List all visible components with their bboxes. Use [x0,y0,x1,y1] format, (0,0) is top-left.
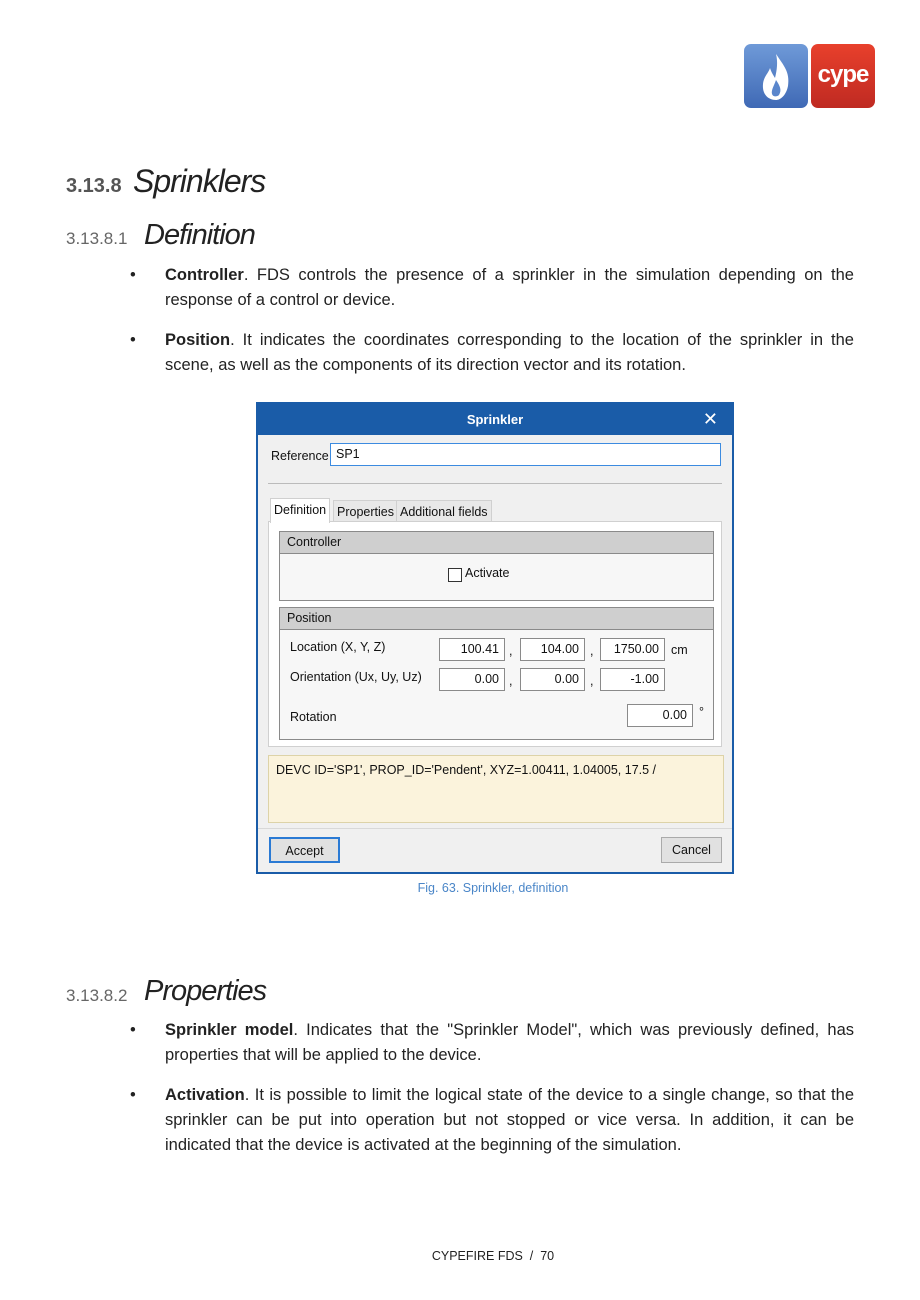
reference-label: Reference [271,449,329,463]
orientation-uy-input[interactable]: 0.00 [520,668,585,691]
location-x-input[interactable]: 100.41 [439,638,505,661]
orientation-uz-input[interactable]: -1.00 [600,668,665,691]
description: . FDS controls the presence of a sprinkler in the simulation depending on the response of a control or device. [165,266,854,309]
sprinkler-dialog [256,402,734,874]
activate-checkbox[interactable] [448,568,462,582]
list-item: • Activation. It is possible to limit the logical state of the device to a single change, so that the sprinkler can be put into operation but not stopped or vice versa. In addition, it can be indicated that the device is activated at the beginning of the simulation. [130,1086,854,1154]
description: . It is possible to limit the logical state of the device to a single change, so that the sprinkler can be put into operation but not stopped or vice versa. In addition, it can be indicated that the device is activated at the beginning of the simulation. [165,1086,854,1154]
controller-header: Controller [280,532,713,554]
fire-logo-icon [744,44,808,108]
list-item: • Position. It indicates the coordinates corresponding to the location of the sprinkler in the scene, as well as the components of its direction vector and its rotation. [130,331,854,374]
degree-unit: ° [699,705,704,719]
term: Activation [165,1086,245,1104]
dialog-title: Sprinkler [258,404,732,435]
tab-panel [268,521,722,747]
separator: , [509,674,513,688]
separator: , [590,674,594,688]
orientation-ux-input[interactable]: 0.00 [439,668,505,691]
description: . It indicates the coordinates corresponding to the location of the sprinkler in the scene, as well as the components of its direction vector and its rotation. [165,331,854,374]
page-number: 70 [540,1249,555,1263]
cype-logo: cype [811,44,875,108]
cancel-button[interactable]: Cancel [661,837,722,863]
separator: , [509,644,513,658]
separator: , [590,644,594,658]
footer-separator: / [529,1249,534,1263]
page-footer [0,1249,920,1263]
orientation-label: Orientation (Ux, Uy, Uz) [290,670,422,684]
list-item: • Controller. FDS controls the presence of a sprinkler in the simulation depending on the response of a control or device. [130,266,854,309]
reference-input[interactable]: SP1 [330,443,721,466]
term: Sprinkler model [165,1021,294,1039]
position-header: Position [280,608,713,630]
footer-product: CYPEFIRE FDS [431,1249,523,1263]
position-group [279,607,714,740]
subsection-title: Definition [144,219,255,251]
subsection-title: Properties [144,975,267,1007]
subsection-number: 3.13.8.1 [66,229,128,248]
accept-button[interactable]: Accept [269,837,340,863]
divider [258,828,732,829]
location-z-input[interactable]: 1750.00 [600,638,665,661]
close-icon[interactable]: ✕ [702,409,718,429]
list-item: • Sprinkler model. Indicates that the "Sprinkler Model", which was previously defined, has properties that will be applied to the device. [130,1021,854,1064]
section-number: 3.13.8 [66,175,122,197]
term: Controller [165,266,244,284]
rotation-label: Rotation [290,710,337,724]
tab-additional-fields[interactable]: Additional fields [396,500,492,522]
figure-caption: Fig. 63. Sprinkler, definition [417,881,569,895]
tab-properties[interactable]: Properties [333,500,398,522]
fds-preview: DEVC ID='SP1', PROP_ID='Pendent', XYZ=1.00411, 1.04005, 17.5 / [268,755,724,823]
subsection-number: 3.13.8.2 [66,986,128,1005]
location-y-input[interactable]: 104.00 [520,638,585,661]
tab-definition[interactable]: Definition [270,498,330,523]
description: . Indicates that the "Sprinkler Model", which was previously defined, has properties that will be applied to the device. [165,1021,854,1064]
rotation-input[interactable]: 0.00 [627,704,693,727]
controller-group [279,531,714,601]
divider [268,483,722,484]
section-title: Sprinklers [133,163,266,199]
unit-label: cm [671,643,688,657]
location-label: Location (X, Y, Z) [290,640,386,654]
term: Position [165,331,231,349]
activate-label: Activate [465,566,510,580]
